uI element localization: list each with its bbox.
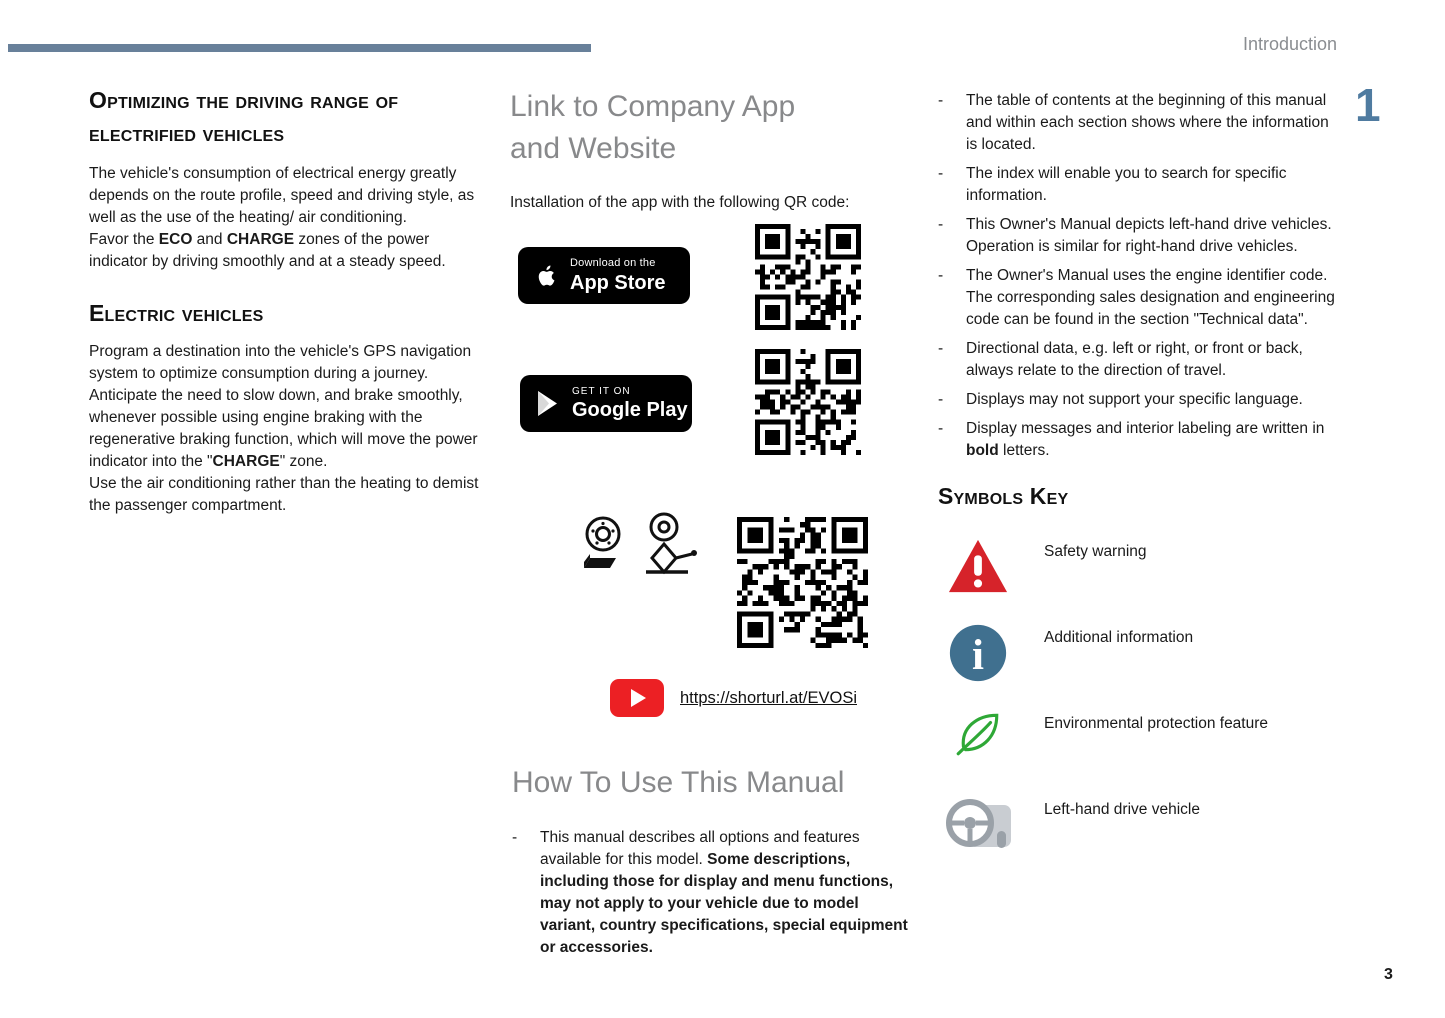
video-link[interactable]: https://shorturl.at/EVOSi: [680, 688, 857, 707]
right-column: [938, 90, 1336, 881]
bullet-dash: -: [938, 420, 944, 437]
safety-warning-icon: [938, 537, 1018, 595]
paragraph-anticipate: Anticipate the need to slow down, and brake smoothly, whenever possible using engine braking with the regenerative braking function, which will move the power indicator into the "CHARGE" zone.: [89, 387, 478, 470]
symbol-label: Left-hand drive vehicle: [1044, 801, 1200, 818]
symbol-row-info: [938, 623, 1336, 709]
heading-symbols-key: Symbols Key: [938, 483, 1069, 509]
symbol-row-environment: [938, 709, 1336, 795]
bullet-dash: -: [938, 216, 944, 233]
bullet-dash: -: [938, 267, 944, 284]
info-bullet: [938, 90, 1336, 156]
symbol-label: Additional information: [1044, 629, 1194, 646]
leaf-icon: [938, 709, 1018, 759]
bullet-dash: -: [512, 829, 518, 846]
bullet-text: Directional data, e.g. left or right, or front or back, always relate to the direction of travel.: [966, 340, 1303, 379]
heading-electric-vehicles: Electric vehicles: [89, 300, 264, 326]
play-triangle-icon: [530, 390, 566, 417]
bullet-dash: -: [938, 340, 944, 357]
info-bullet: [938, 418, 1336, 462]
app-store-badge[interactable]: [518, 247, 690, 304]
wheel-change-icon: [576, 510, 710, 580]
info-bullet: [938, 338, 1336, 382]
info-bullet: [938, 265, 1336, 331]
info-icon: [938, 623, 1018, 683]
apple-logo-icon: [528, 260, 564, 292]
middle-column: [510, 86, 905, 214]
youtube-icon[interactable]: [610, 679, 664, 717]
video-link-row: [610, 679, 857, 717]
chapter-number: 1: [1355, 79, 1381, 131]
howto-section: [512, 762, 914, 959]
bullet-text: The table of contents at the beginning of this manual and within each section shows where the information is located.: [966, 92, 1329, 153]
heading-optimizing-range: Optimizing the driving range of electrified vehicles: [89, 87, 399, 146]
info-bullet: [938, 214, 1336, 258]
heading-app-link: Link to Company App and Website: [510, 90, 796, 165]
qr-code-google-play: [755, 349, 861, 455]
bullet-text: Display messages and interior labeling are written in bold letters.: [966, 420, 1325, 459]
paragraph-consumption: The vehicle's consumption of electrical energy greatly depends on the route profile, speed and driving style, as well as the use of the heating/ air conditioning.: [89, 165, 475, 226]
google-play-badge[interactable]: [520, 375, 692, 432]
symbol-label: Environmental protection feature: [1044, 715, 1269, 732]
page-number: 3: [1384, 966, 1393, 983]
header-accent-bar: [8, 44, 591, 52]
install-text: Installation of the app with the following QR code:: [510, 194, 850, 211]
bullet-text: Displays may not support your specific language.: [966, 391, 1303, 408]
symbol-row-safety: [938, 537, 1336, 623]
paragraph-air-conditioning: Use the air conditioning rather than the heating to demist the passenger compartment.: [89, 475, 479, 514]
bullet-text: The index will enable you to search for specific information.: [966, 165, 1287, 204]
info-bullet: [938, 389, 1336, 411]
qr-code-video: [737, 517, 868, 648]
google-play-badge-line2: Google Play: [572, 399, 688, 421]
paragraph-favor-eco: Favor the ECO and CHARGE zones of the power indicator by driving smoothly and at a steady speed.: [89, 231, 446, 270]
bullet-dash: -: [938, 391, 944, 408]
bullet-text: The Owner's Manual uses the engine identifier code. The corresponding sales designation and engineering code can be found in the section "Technical data".: [966, 267, 1335, 328]
bullet-text: This Owner's Manual depicts left-hand drive vehicles. Operation is similar for right-hand drive vehicles.: [966, 216, 1332, 255]
paragraph-gps: Program a destination into the vehicle's GPS navigation system to optimize consumption during a journey.: [89, 343, 472, 382]
symbol-label: Safety warning: [1044, 543, 1147, 560]
app-store-badge-line1: Download on the: [570, 257, 656, 270]
svg-text:i: i: [972, 631, 984, 679]
google-play-badge-line1: GET IT ON: [572, 386, 631, 397]
left-column: [89, 84, 487, 517]
howto-bullet: [512, 827, 914, 959]
qr-code-app-store: [755, 224, 861, 330]
symbol-row-lhd: [938, 795, 1336, 881]
section-header: Introduction: [1242, 34, 1337, 54]
steering-wheel-icon: [938, 795, 1018, 853]
bullet-dash: -: [938, 92, 944, 109]
bullet-dash: -: [938, 165, 944, 182]
howto-heading: How To Use This Manual: [512, 766, 845, 799]
howto-bullet-text: This manual describes all options and features available for this model. Some descriptions, including those for display and menu functions, may not apply to your vehicle due to model variant, country specifications, special equipment or accessories.: [540, 829, 908, 956]
info-bullet: [938, 163, 1336, 207]
app-store-badge-line2: App Store: [570, 271, 666, 294]
